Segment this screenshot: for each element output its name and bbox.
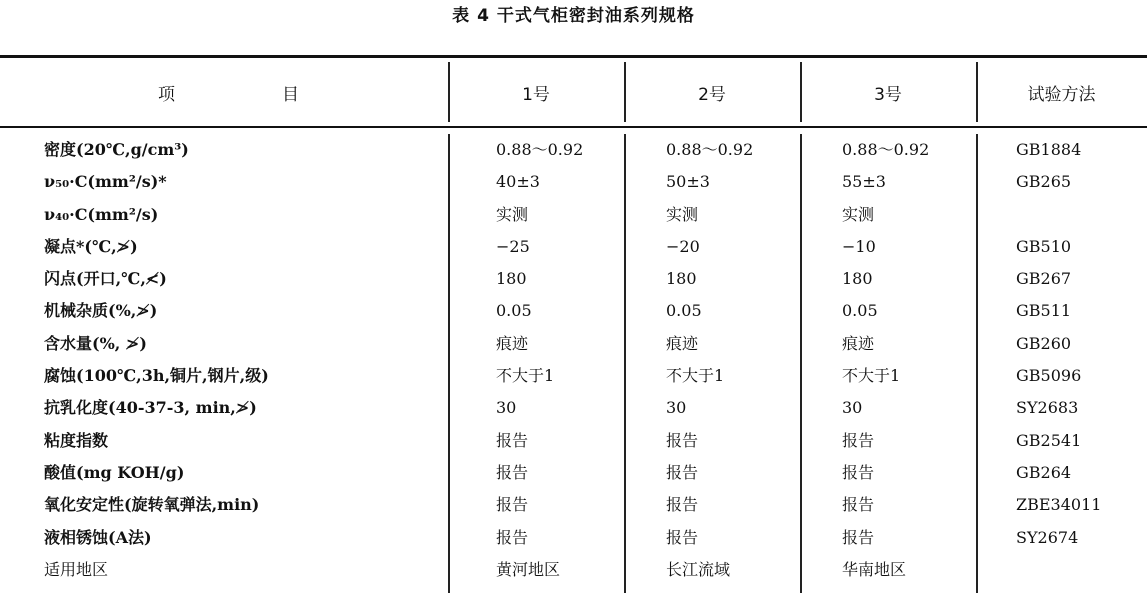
row-item: 闪点(开口,℃,≮) bbox=[44, 269, 167, 289]
row-grade-1: 报告 bbox=[496, 430, 529, 450]
row-grade-3: 实测 bbox=[842, 204, 875, 224]
table-row bbox=[0, 134, 1147, 166]
row-grade-2: 长江流域 bbox=[666, 559, 731, 579]
row-method: GB511 bbox=[1016, 301, 1072, 321]
row-method: GB267 bbox=[1016, 269, 1072, 289]
row-method: GB264 bbox=[1016, 462, 1072, 482]
table-row bbox=[0, 166, 1147, 198]
table-row bbox=[0, 199, 1147, 231]
row-grade-3: 不大于1 bbox=[842, 366, 901, 386]
row-grade-3: 0.88～0.92 bbox=[842, 140, 930, 159]
row-method: GB5096 bbox=[1016, 366, 1082, 386]
row-grade-2: 50±3 bbox=[666, 172, 710, 192]
row-item: 机械杂质(%,≯) bbox=[44, 301, 158, 321]
row-grade-2: 不大于1 bbox=[666, 366, 725, 386]
header-grade-2: 2号 bbox=[698, 84, 726, 105]
table-row bbox=[0, 554, 1147, 586]
row-grade-3: 30 bbox=[842, 398, 863, 418]
row-method: ZBE34011 bbox=[1016, 495, 1102, 515]
table-row bbox=[0, 328, 1147, 360]
header-divider bbox=[976, 62, 978, 122]
header-grade-1: 1号 bbox=[522, 84, 550, 105]
row-item: 酸值(mg KOH/g) bbox=[44, 462, 185, 482]
header-divider bbox=[624, 62, 626, 122]
row-grade-2: 痕迹 bbox=[666, 333, 699, 353]
row-grade-3: 55±3 bbox=[842, 172, 886, 192]
row-item: 氧化安定性(旋转氧弹法,min) bbox=[44, 495, 260, 515]
header-grade-3: 3号 bbox=[874, 84, 902, 105]
row-item: ν₅₀·C(mm²/s)* bbox=[44, 172, 167, 192]
row-method: GB2541 bbox=[1016, 430, 1082, 450]
row-grade-2: 报告 bbox=[666, 527, 699, 547]
row-grade-2: 报告 bbox=[666, 430, 699, 450]
row-grade-3: 报告 bbox=[842, 495, 875, 515]
row-grade-3: −10 bbox=[842, 236, 876, 256]
row-grade-1: −25 bbox=[496, 236, 530, 256]
table-row bbox=[0, 263, 1147, 295]
header-item-right: 目 bbox=[282, 84, 299, 105]
row-grade-2: −20 bbox=[666, 236, 700, 256]
row-grade-1: 报告 bbox=[496, 527, 529, 547]
row-item: 腐蚀(100℃,3h,铜片,钢片,级) bbox=[44, 366, 269, 386]
row-grade-1: 报告 bbox=[496, 462, 529, 482]
table-row bbox=[0, 360, 1147, 392]
row-grade-1: 黄河地区 bbox=[496, 559, 561, 579]
row-grade-3: 报告 bbox=[842, 462, 875, 482]
row-grade-3: 报告 bbox=[842, 430, 875, 450]
table-row bbox=[0, 425, 1147, 457]
row-item: ν₄₀·C(mm²/s) bbox=[44, 204, 159, 224]
header-rule bbox=[0, 126, 1147, 128]
row-grade-2: 实测 bbox=[666, 204, 699, 224]
table-row bbox=[0, 295, 1147, 327]
table-row bbox=[0, 231, 1147, 263]
row-grade-3: 0.05 bbox=[842, 301, 878, 321]
row-method: GB265 bbox=[1016, 172, 1072, 192]
row-item: 粘度指数 bbox=[44, 430, 109, 450]
row-item: 适用地区 bbox=[44, 559, 109, 579]
row-item: 凝点*(℃,≯) bbox=[44, 236, 138, 256]
row-grade-1: 180 bbox=[496, 269, 527, 289]
row-grade-2: 报告 bbox=[666, 495, 699, 515]
table-body bbox=[0, 134, 1147, 586]
header-divider bbox=[800, 62, 802, 122]
row-grade-1: 30 bbox=[496, 398, 517, 418]
row-grade-3: 报告 bbox=[842, 527, 875, 547]
row-item: 密度(20℃,g/cm³) bbox=[44, 140, 189, 159]
row-method: GB260 bbox=[1016, 333, 1072, 353]
row-grade-2: 30 bbox=[666, 398, 687, 418]
row-method: SY2674 bbox=[1016, 527, 1079, 547]
header-divider bbox=[448, 62, 450, 122]
row-item: 液相锈蚀(A法) bbox=[44, 527, 152, 547]
row-method: GB510 bbox=[1016, 236, 1072, 256]
row-grade-1: 0.05 bbox=[496, 301, 532, 321]
row-grade-1: 不大于1 bbox=[496, 366, 555, 386]
table-row bbox=[0, 522, 1147, 554]
row-grade-3: 痕迹 bbox=[842, 333, 875, 353]
row-grade-1: 报告 bbox=[496, 495, 529, 515]
row-item: 含水量(%, ≯) bbox=[44, 333, 147, 353]
top-rule bbox=[0, 55, 1147, 58]
row-grade-1: 0.88～0.92 bbox=[496, 140, 584, 159]
table-row bbox=[0, 392, 1147, 424]
row-grade-1: 实测 bbox=[496, 204, 529, 224]
row-grade-3: 180 bbox=[842, 269, 873, 289]
row-grade-2: 180 bbox=[666, 269, 697, 289]
header-item-left: 项 bbox=[158, 84, 175, 105]
header-test-method: 试验方法 bbox=[1027, 84, 1096, 105]
table-row bbox=[0, 489, 1147, 521]
row-item: 抗乳化度(40-37-3, min,≯) bbox=[44, 398, 257, 418]
table-row bbox=[0, 457, 1147, 489]
row-method: GB1884 bbox=[1016, 140, 1082, 159]
row-grade-3: 华南地区 bbox=[842, 559, 907, 579]
row-grade-2: 报告 bbox=[666, 462, 699, 482]
row-grade-1: 40±3 bbox=[496, 172, 540, 192]
row-grade-1: 痕迹 bbox=[496, 333, 529, 353]
table-title: 表 4 干式气柜密封油系列规格 bbox=[452, 6, 695, 26]
row-method: SY2683 bbox=[1016, 398, 1079, 418]
row-grade-2: 0.05 bbox=[666, 301, 702, 321]
row-grade-2: 0.88～0.92 bbox=[666, 140, 754, 159]
